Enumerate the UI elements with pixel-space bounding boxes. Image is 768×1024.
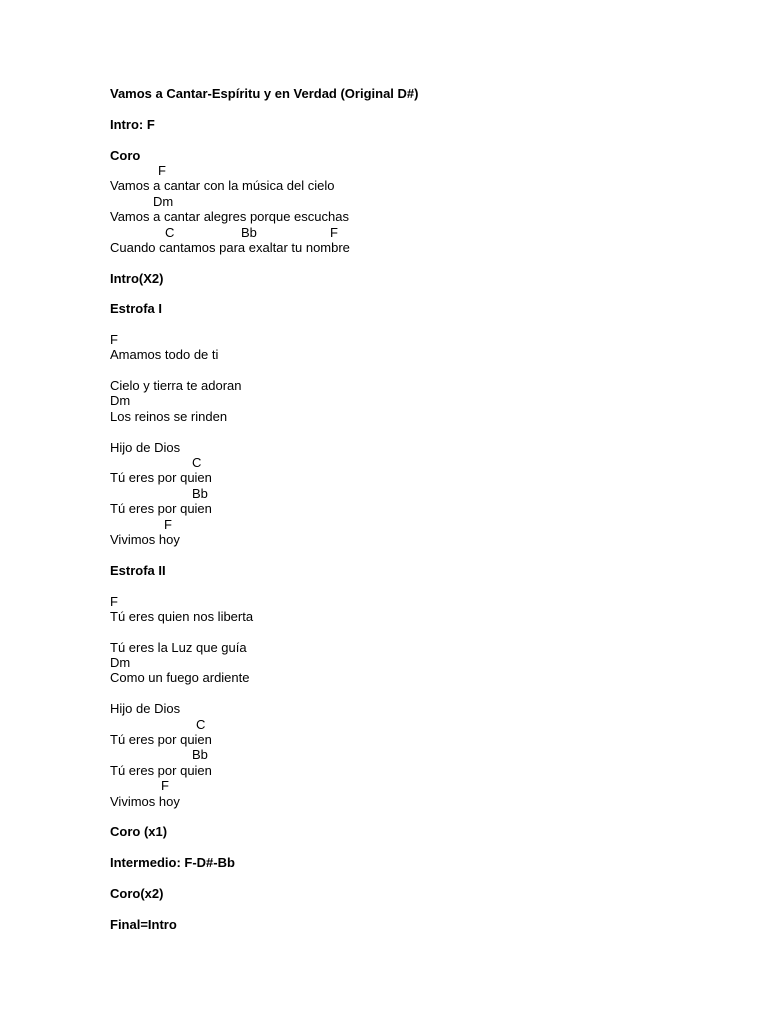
lyric-line: Vamos a cantar con la música del cielo — [110, 178, 335, 193]
lyric-line: Tú eres por quien — [110, 501, 212, 516]
coro-x2-label: Coro(x2) — [110, 886, 164, 901]
lyric-line: Hijo de Dios — [110, 701, 181, 716]
lyric-line: Vamos a cantar alegres porque escuchas — [110, 209, 349, 224]
coro-heading: Coro — [110, 148, 141, 163]
lyric-line: Hijo de Dios — [110, 440, 181, 455]
lyric-line: Vivimos hoy — [110, 532, 180, 547]
estrofa-2-heading: Estrofa II — [110, 563, 166, 578]
chord-row — [110, 717, 510, 732]
chord-row — [110, 194, 510, 209]
estrofa-1-heading: Estrofa I — [110, 301, 163, 316]
chord-row — [110, 747, 510, 762]
chord-row — [110, 163, 510, 178]
chord-label: F — [330, 225, 338, 240]
lyric-line: Los reinos se rinden — [110, 409, 228, 424]
chord-label: Dm — [110, 655, 131, 670]
lyric-line: Tú eres por quien — [110, 470, 212, 485]
chord-row — [110, 486, 510, 501]
chord-label: Dm — [110, 393, 131, 408]
intermedio-label: Intermedio: F-D#-Bb — [110, 855, 235, 870]
chord-label: F — [158, 163, 166, 178]
song-title: Vamos a Cantar-Espíritu y en Verdad (Original D#) — [110, 86, 419, 101]
chord-row — [110, 517, 510, 532]
chord-label: Bb — [192, 486, 208, 501]
chord-label: F — [110, 332, 118, 347]
chord-label: Bb — [241, 225, 257, 240]
chord-label: C — [196, 717, 206, 732]
lyric-line: Tú eres por quien — [110, 763, 212, 778]
chord-label: F — [164, 517, 172, 532]
chord-label: Dm — [153, 194, 174, 209]
chord-label: F — [110, 594, 118, 609]
chord-label: F — [161, 778, 169, 793]
chord-row — [110, 455, 510, 470]
coro-x1-label: Coro (x1) — [110, 824, 168, 839]
lyric-line: Cielo y tierra te adoran — [110, 378, 242, 393]
lyric-line: Cuando cantamos para exaltar tu nombre — [110, 240, 350, 255]
lyric-line: Tú eres quien nos liberta — [110, 609, 254, 624]
lyric-line: Amamos todo de ti — [110, 347, 219, 362]
lyric-line: Como un fuego ardiente — [110, 670, 250, 685]
lyric-line: Tú eres por quien — [110, 732, 212, 747]
chord-row — [110, 778, 510, 793]
intro-x2-label: Intro(X2) — [110, 271, 164, 286]
chord-label: C — [192, 455, 202, 470]
lyric-line: Tú eres la Luz que guía — [110, 640, 247, 655]
chord-label: C — [165, 225, 175, 240]
lyric-line: Vivimos hoy — [110, 794, 180, 809]
intro-label: Intro: F — [110, 117, 155, 132]
final-label: Final=Intro — [110, 917, 177, 932]
chord-label: Bb — [192, 747, 208, 762]
chord-row — [110, 225, 510, 240]
